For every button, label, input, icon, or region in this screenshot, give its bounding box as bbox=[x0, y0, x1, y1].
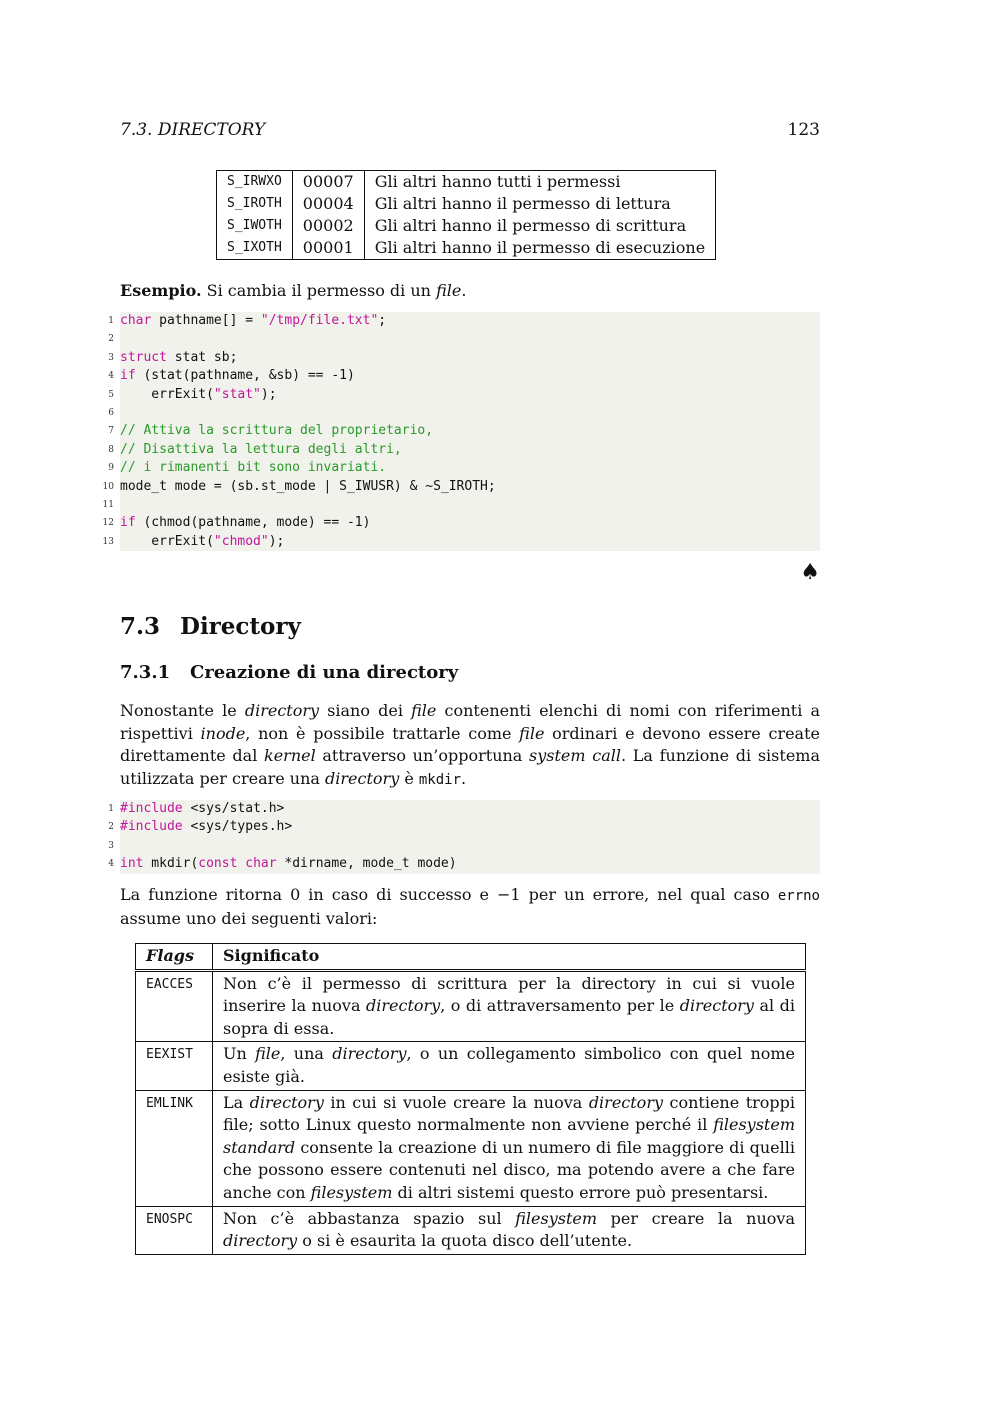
example-text-end: . bbox=[461, 281, 467, 300]
body-text: , una bbox=[280, 1044, 333, 1064]
error-table-header-meaning: Significato bbox=[213, 944, 806, 971]
code-keyword: char bbox=[120, 313, 152, 328]
code-keyword: #include bbox=[120, 819, 183, 835]
line-number: 8 bbox=[108, 444, 114, 455]
table-row bbox=[136, 1206, 806, 1254]
code-line bbox=[102, 514, 820, 532]
body-text: consente la creazione di un numero di file maggiore di quelli che possono essere contenuti nel disco, ma potendo avere a che fare anche con bbox=[223, 1137, 795, 1202]
example-line bbox=[120, 281, 466, 300]
line-number: 10 bbox=[102, 481, 114, 492]
code-line bbox=[108, 422, 820, 440]
code-listing-chmod bbox=[102, 312, 820, 551]
code-listing-mkdir bbox=[108, 800, 820, 874]
line-number: 13 bbox=[102, 536, 114, 547]
body-text: La funzione ritorna 0 in caso di successo e −1 per un errore, nel qual caso bbox=[120, 885, 778, 904]
perm-description: Gli altri hanno il permesso di lettura bbox=[374, 194, 671, 213]
line-number: 4 bbox=[108, 371, 114, 382]
code-string: "stat" bbox=[213, 386, 261, 402]
error-flag: EACCES bbox=[136, 970, 213, 1042]
code-line bbox=[108, 855, 820, 873]
emphasis-text: filesystem bbox=[515, 1208, 598, 1228]
subsection-heading bbox=[120, 662, 458, 683]
emphasis-text: directory bbox=[679, 996, 754, 1016]
error-flag: EEXIST bbox=[136, 1042, 213, 1090]
emphasis-text: directory bbox=[366, 996, 441, 1016]
error-description bbox=[213, 1042, 806, 1090]
body-text: o si è esaurita la quota disco dell’utente. bbox=[297, 1231, 633, 1251]
line-number: 1 bbox=[108, 804, 114, 814]
body-text: per creare la nuova bbox=[597, 1208, 795, 1228]
code-comment: // Disattiva la lettura degli altri, bbox=[120, 441, 402, 457]
line-number: 1 bbox=[108, 316, 114, 326]
code-inline: errno bbox=[777, 888, 820, 904]
code-text: <sys/stat.h> bbox=[182, 801, 285, 816]
code-line bbox=[108, 837, 820, 855]
code-line bbox=[102, 533, 820, 551]
perm-description: Gli altri hanno tutti i permessi bbox=[374, 172, 621, 191]
code-text: *dirname, mode_t mode) bbox=[276, 856, 457, 872]
body-text: Nonostante le bbox=[120, 701, 245, 720]
code-line bbox=[108, 818, 820, 836]
code-text: mkdir( bbox=[143, 856, 199, 872]
subsection-title: Creazione di una directory bbox=[190, 662, 459, 683]
emphasis-text: directory bbox=[325, 768, 400, 788]
perm-flag: S_IXOTH bbox=[217, 237, 293, 260]
emphasis-text: directory bbox=[223, 1231, 298, 1251]
emphasis-text: file bbox=[411, 701, 437, 720]
code-line bbox=[108, 330, 820, 348]
code-keyword: struct bbox=[120, 349, 167, 365]
emphasis-text: system call bbox=[529, 746, 621, 766]
body-text: . La funzione di sistema utilizzata per creare una bbox=[120, 746, 820, 788]
code-line bbox=[108, 312, 820, 330]
line-number: 2 bbox=[108, 334, 114, 345]
emphasis-text: file bbox=[255, 1044, 281, 1064]
table-row bbox=[136, 970, 806, 1042]
emphasis-text: filesystem standard bbox=[223, 1115, 795, 1157]
code-keyword: #include bbox=[120, 801, 183, 816]
line-number: 9 bbox=[108, 463, 114, 474]
code-text: mode_t mode = (sb.st_mode | S_IWUSR) & ~S_IROTH; bbox=[120, 478, 496, 494]
page-number: 123 bbox=[787, 120, 820, 140]
error-description bbox=[213, 1090, 806, 1206]
error-table-header-flags: Flags bbox=[136, 944, 213, 971]
example-label: Esempio. bbox=[120, 281, 202, 300]
perm-value: 00004 bbox=[292, 193, 364, 215]
running-header bbox=[120, 120, 820, 144]
line-number: 4 bbox=[108, 859, 114, 870]
body-text: Non c’è abbastanza spazio sul bbox=[223, 1208, 516, 1228]
section-title: Directory bbox=[180, 613, 301, 640]
example-text-italic: file bbox=[436, 281, 462, 300]
code-text: pathname[] = bbox=[151, 313, 261, 328]
example-text: Si cambia il permesso di un bbox=[206, 281, 431, 300]
error-flag: EMLINK bbox=[136, 1090, 213, 1206]
header-section: 7.3. DIRECTORY bbox=[120, 120, 266, 140]
body-text: in cui si vuole creare la nuova bbox=[323, 1092, 589, 1112]
body-text: La bbox=[223, 1092, 250, 1112]
code-keyword: int bbox=[120, 856, 144, 872]
table-row bbox=[217, 215, 716, 237]
error-description bbox=[213, 970, 806, 1042]
body-text: contenenti elenchi di nomi con riferimenti a rispettivi bbox=[120, 701, 821, 743]
line-number: 2 bbox=[108, 822, 114, 833]
emphasis-text: filesystem bbox=[310, 1182, 393, 1202]
code-line bbox=[108, 404, 820, 422]
code-line bbox=[108, 800, 820, 818]
code-line bbox=[102, 478, 820, 496]
body-text: di altri sistemi questo errore può presentarsi. bbox=[392, 1182, 769, 1202]
body-text: contiene troppi file; sotto Linux questo normalmente non avviene perché il bbox=[223, 1092, 796, 1135]
code-text: ); bbox=[268, 533, 285, 549]
code-text: <sys/types.h> bbox=[182, 819, 293, 835]
error-table bbox=[135, 943, 806, 1255]
emphasis-text: directory bbox=[332, 1044, 407, 1064]
line-number: 11 bbox=[102, 499, 114, 510]
table-row bbox=[217, 193, 716, 215]
section-number: 7.3 bbox=[120, 613, 161, 640]
line-number: 3 bbox=[108, 840, 114, 851]
code-line bbox=[102, 496, 820, 514]
code-string: "/tmp/file.txt" bbox=[260, 313, 379, 328]
code-line bbox=[108, 367, 820, 385]
perm-description: Gli altri hanno il permesso di esecuzione bbox=[374, 238, 706, 257]
code-keyword: if bbox=[120, 368, 136, 384]
code-string: "chmod" bbox=[213, 533, 269, 549]
paragraph-return-value bbox=[120, 884, 820, 930]
code-line bbox=[108, 441, 820, 459]
perm-value: 00001 bbox=[292, 237, 364, 260]
perm-description: Gli altri hanno il permesso di scrittura bbox=[374, 216, 687, 235]
emphasis-text: inode bbox=[200, 723, 246, 743]
line-number: 6 bbox=[108, 407, 114, 418]
emphasis-text: file bbox=[519, 723, 545, 743]
error-description bbox=[213, 1206, 806, 1254]
code-keyword: const char bbox=[198, 856, 277, 872]
body-text: , o un collegamento simbolico con quel nome esiste già. bbox=[223, 1044, 796, 1086]
table-row bbox=[217, 171, 716, 194]
code-comment: // i rimanenti bit sono invariati. bbox=[120, 460, 387, 476]
table-row bbox=[136, 1090, 806, 1206]
body-text: ordinari e devono essere create direttamente dal bbox=[120, 723, 820, 766]
emphasis-text: directory bbox=[249, 1092, 324, 1112]
body-text: , non è possibile trattarle come bbox=[245, 723, 520, 743]
code-text: ; bbox=[378, 313, 387, 328]
code-text: errExit( bbox=[120, 386, 214, 402]
code-keyword: if bbox=[120, 515, 136, 531]
line-number: 7 bbox=[108, 426, 114, 437]
perm-value: 00007 bbox=[292, 171, 364, 194]
body-text: al di sopra di essa. bbox=[223, 996, 796, 1038]
end-of-example-symbol: ♠ bbox=[800, 560, 820, 585]
perm-flag: S_IRWXO bbox=[217, 171, 293, 194]
code-text: errExit( bbox=[120, 533, 214, 549]
code-text: ); bbox=[260, 386, 277, 402]
line-number: 5 bbox=[108, 389, 114, 400]
table-row bbox=[136, 1042, 806, 1090]
code-inline: mkdir bbox=[418, 771, 462, 788]
code-line bbox=[108, 459, 820, 477]
emphasis-text: directory bbox=[588, 1092, 663, 1112]
perm-flag: S_IROTH bbox=[217, 193, 293, 215]
permission-table bbox=[216, 170, 716, 260]
body-text: , o di attraversamento per le bbox=[440, 996, 680, 1016]
emphasis-text: kernel bbox=[264, 746, 316, 766]
body-text: attraverso un’opportuna bbox=[315, 746, 530, 766]
body-text: siano dei bbox=[319, 701, 412, 720]
line-number: 3 bbox=[108, 352, 114, 363]
body-text: assume uno dei seguenti valori: bbox=[120, 908, 378, 928]
error-flag: ENOSPC bbox=[136, 1206, 213, 1254]
code-comment: // Attiva la scrittura del proprietario, bbox=[120, 423, 434, 439]
line-number: 12 bbox=[102, 518, 114, 529]
code-line bbox=[108, 386, 820, 404]
body-text: . bbox=[461, 768, 467, 788]
code-text: (chmod(pathname, mode) == -1) bbox=[135, 515, 371, 531]
body-text: è bbox=[399, 768, 419, 788]
perm-value: 00002 bbox=[292, 215, 364, 237]
perm-flag: S_IWOTH bbox=[217, 215, 293, 237]
body-text: Non c’è il permesso di scrittura per la directory in cui si vuole inserire la nuova bbox=[223, 973, 795, 1016]
emphasis-text: directory bbox=[244, 701, 320, 720]
paragraph-intro bbox=[120, 700, 820, 791]
subsection-number: 7.3.1 bbox=[120, 662, 171, 683]
section-heading bbox=[120, 613, 301, 640]
code-text: (stat(pathname, &sb) == -1) bbox=[135, 368, 355, 384]
code-line bbox=[108, 349, 820, 367]
table-row bbox=[217, 237, 716, 260]
body-text: Un bbox=[223, 1044, 256, 1064]
code-text: stat sb; bbox=[166, 349, 238, 365]
